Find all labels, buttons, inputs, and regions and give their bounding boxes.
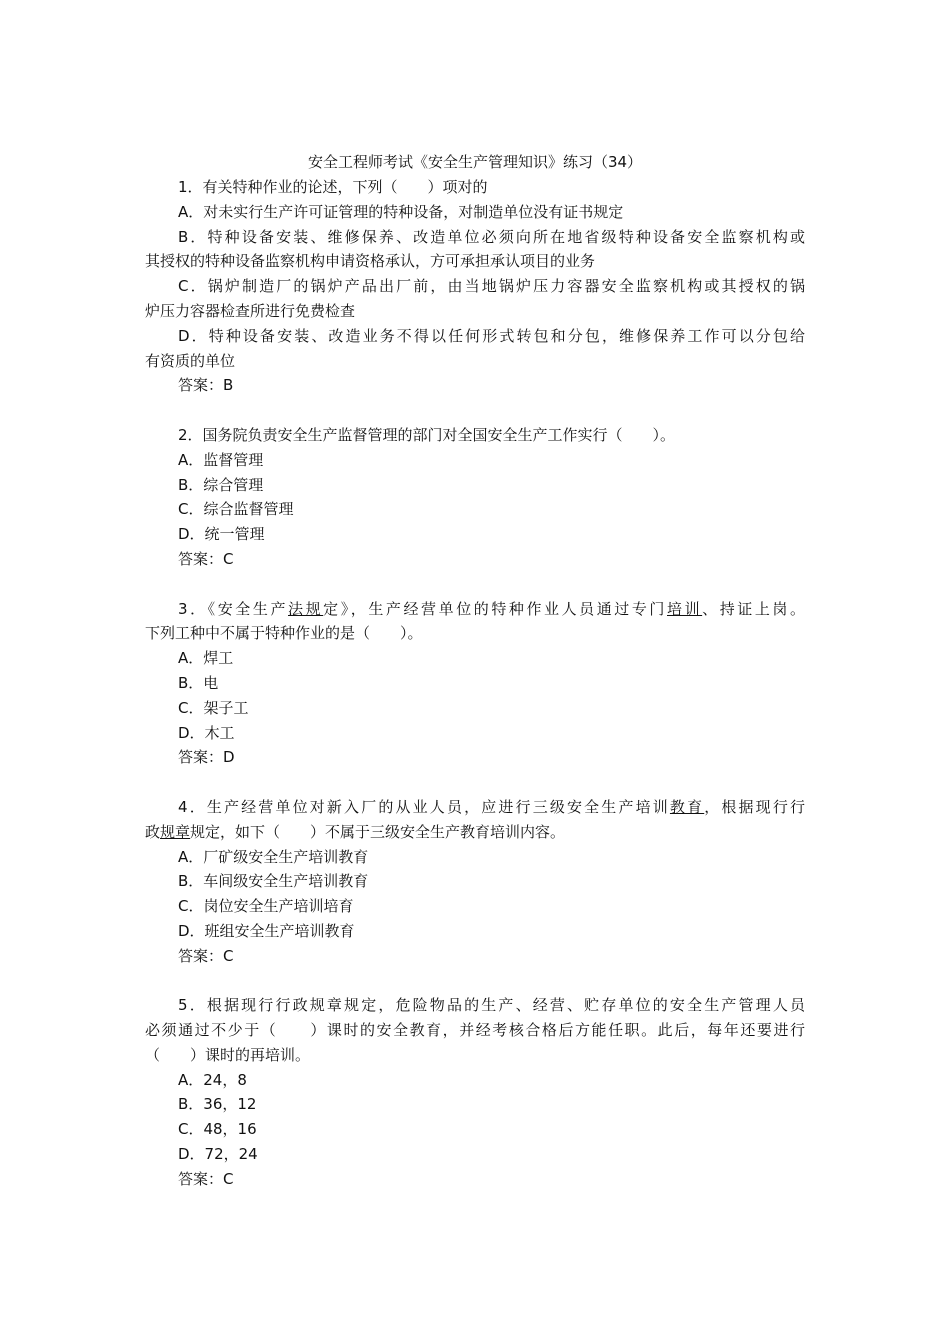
question-4-option-b: B．车间级安全生产培训教育 <box>178 872 369 891</box>
question-3-stem-line2: 下列工种中不属于特种作业的是（ ）。 <box>145 624 423 643</box>
question-4-stem-line1 <box>145 795 805 820</box>
question-1-option-a: A．对未实行生产许可证管理的特种设备，对制造单位没有证书规定 <box>178 202 624 221</box>
question-1-stem: 1．有关特种作业的论述，下列（ ）项对的 <box>178 178 488 196</box>
spacer <box>145 398 805 423</box>
training-link[interactable]: 培训 <box>667 599 703 618</box>
question-5-option-c: C．48，16 <box>178 1120 257 1139</box>
question-2-answer: 答案：C <box>178 549 234 568</box>
spacer <box>145 770 805 795</box>
question-3-option-a: A．焊工 <box>178 649 234 668</box>
question-4-stem-text: 政 <box>145 822 161 841</box>
question-4-stem-text: ，根据现行行 <box>704 797 805 816</box>
question-4-option-d: D．班组安全生产培训教育 <box>178 921 355 940</box>
question-3-option-b: B．电 <box>178 673 219 692</box>
question-1-answer: 答案：B <box>178 376 234 395</box>
question-5-stem-line2: 必须通过不少于（ ）课时的安全教育，并经考核合格后方能任职。此后，每年还要进行 <box>145 1021 805 1040</box>
question-3-stem-text: 、持证上岗。 <box>702 599 805 618</box>
spacer <box>145 572 805 597</box>
question-5-stem-line1: 5．根据现行行政规章规定，危险物品的生产、经营、贮存单位的安全生产管理人员 <box>178 996 805 1015</box>
question-2 <box>145 423 805 572</box>
question-4-answer: 答案：C <box>178 946 234 965</box>
question-2-option-b: B．综合管理 <box>178 475 264 494</box>
document-body <box>145 175 805 1192</box>
question-1-option-c-line2: 炉压力容器检查所进行免费检查 <box>145 301 356 320</box>
question-5-option-b: B．36，12 <box>178 1095 257 1114</box>
question-3-stem-text: 3．《安全生产 <box>178 599 289 618</box>
question-4-option-a: A．厂矿级安全生产培训教育 <box>178 847 369 866</box>
question-1-option-d-line2: 有资质的单位 <box>145 351 236 370</box>
question-1-option-c-line1: C．锅炉制造厂的锅炉产品出厂前，由当地锅炉压力容器安全监察机构或其授权的锅 <box>178 277 805 296</box>
question-4-stem-text: 规定，如下（ ）不属于三级安全生产教育培训内容。 <box>190 822 566 841</box>
question-1-option-b-line2: 其授权的特种设备监察机构申请资格承认，方可承担承认项目的业务 <box>145 252 596 271</box>
question-3-stem-text: 定》，生产经营单位的特种作业人员通过专门 <box>323 599 667 618</box>
question-5-stem-line3: （ ）课时的再培训。 <box>145 1045 311 1064</box>
question-3-stem-line1 <box>145 597 805 622</box>
question-5-option-a: A．24，8 <box>178 1070 247 1089</box>
question-1-option-d-line1: D．特种设备安装、改造业务不得以任何形式转包和分包，维修保养工作可以分包给 <box>178 326 805 345</box>
question-1-option-b-line1: B．特种设备安装、维修保养、改造单位必须向所在地省级特种设备安全监察机构或 <box>178 227 805 246</box>
question-2-option-c: C．综合监督管理 <box>178 500 294 519</box>
regulation-link[interactable]: 规章 <box>160 822 191 841</box>
question-3 <box>145 597 805 771</box>
law-link[interactable]: 法规 <box>288 599 324 618</box>
question-4-stem-text: 4．生产经营单位对新入厂的从业人员，应进行三级安全生产培训 <box>178 797 670 816</box>
question-5-option-d: D．72，24 <box>178 1145 258 1164</box>
question-2-option-d: D．统一管理 <box>178 525 265 544</box>
question-4-option-c: C．岗位安全生产培训培育 <box>178 897 354 916</box>
spacer <box>145 969 805 994</box>
question-5 <box>145 993 805 1191</box>
question-4 <box>145 795 805 969</box>
document-title: 安全工程师考试《安全生产管理知识》练习（34） <box>307 153 643 171</box>
question-5-answer: 答案：C <box>178 1169 234 1188</box>
question-2-option-a: A．监督管理 <box>178 450 264 469</box>
question-1 <box>145 175 805 398</box>
question-4-stem-line2 <box>145 820 805 845</box>
question-3-option-d: D．木工 <box>178 723 235 742</box>
question-3-option-c: C．架子工 <box>178 698 249 717</box>
education-link[interactable]: 教育 <box>669 797 705 816</box>
question-3-answer: 答案：D <box>178 748 235 767</box>
question-2-stem: 2．国务院负责安全生产监督管理的部门对全国安全生产工作实行（ ）。 <box>178 425 676 444</box>
